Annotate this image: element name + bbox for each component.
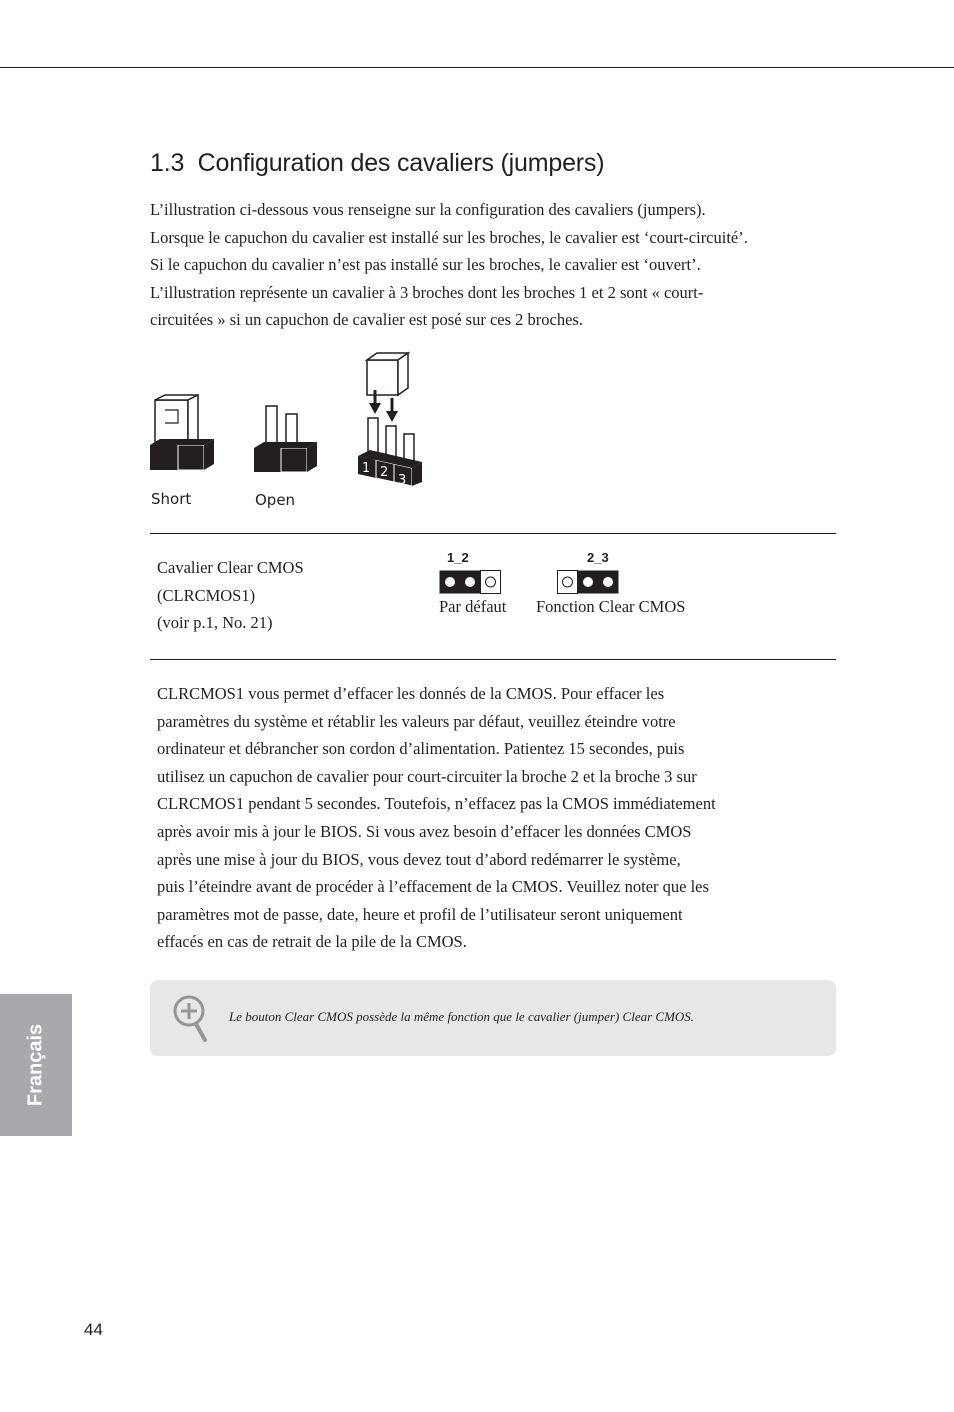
note-box bbox=[150, 980, 836, 1056]
language-tab bbox=[0, 994, 72, 1136]
pin-setting-label-default: 1_2 bbox=[447, 550, 469, 565]
open-label: Open bbox=[255, 491, 296, 509]
table-bottom-rule bbox=[150, 659, 836, 660]
jumper-name-line: Cavalier Clear CMOS bbox=[157, 558, 304, 577]
body-line: paramètres mot de passe, date, heure et profil de l’utilisateur seront uniquement bbox=[157, 904, 683, 924]
section-number: 1.3 bbox=[150, 149, 185, 177]
intro-line: Lorsque le capuchon du cavalier est installé sur les broches, le cavalier est ‘court-circuité’. bbox=[150, 227, 748, 247]
jumper-name bbox=[157, 554, 304, 637]
pins-default-diagram bbox=[439, 570, 501, 594]
clear-cmos-caption: Fonction Clear CMOS bbox=[536, 597, 686, 616]
pins-clear-cmos-diagram bbox=[557, 570, 619, 594]
body-line: après une mise à jour du BIOS, vous devez tout d’abord redémarrer le système, bbox=[157, 849, 681, 869]
pin-number-3: 3 bbox=[398, 473, 407, 488]
pin-setting-label-clear: 2_3 bbox=[587, 550, 609, 565]
default-caption: Par défaut bbox=[439, 597, 507, 616]
open-jumper-figure bbox=[254, 406, 317, 509]
jumper-illustration bbox=[148, 348, 428, 513]
intro-line: Si le capuchon du cavalier n’est pas installé sur les broches, le cavalier est ‘ouvert’. bbox=[150, 255, 701, 275]
section-title-text: Configuration des cavaliers (jumpers) bbox=[197, 149, 605, 177]
language-tab-label: Français bbox=[24, 1023, 47, 1107]
body-line: CLRCMOS1 pendant 5 secondes. Toutefois, n’effacez pas la CMOS immédiatement bbox=[157, 794, 716, 814]
note-text: Le bouton Clear CMOS possède la même fonction que le cavalier (jumper) Clear CMOS. bbox=[229, 1009, 695, 1024]
body-line: après avoir mis à jour le BIOS. Si vous avez besoin d’effacer les données CMOS bbox=[157, 821, 692, 841]
intro-line: L’illustration représente un cavalier à 3 broches dont les broches 1 et 2 sont « court- bbox=[150, 282, 704, 302]
intro-line: L’illustration ci-dessous vous renseigne sur la configuration des cavaliers (jumpers). bbox=[150, 200, 706, 219]
intro-line: circuitées » si un capuchon de cavalier est posé sur ces 2 broches. bbox=[150, 310, 583, 330]
body-line: puis l’éteindre avant de procéder à l’effacement de la CMOS. Veuillez noter que les bbox=[157, 877, 709, 897]
pin-number-2: 2 bbox=[380, 465, 389, 480]
section-title bbox=[150, 146, 604, 180]
magnifier-plus-icon bbox=[172, 994, 212, 1044]
page-number: 44 bbox=[84, 1320, 103, 1339]
jumper-name-line: (CLRCMOS1) bbox=[157, 585, 256, 605]
pin-number-1: 1 bbox=[362, 461, 371, 476]
header-rule bbox=[0, 67, 954, 68]
body-line: utilisez un capuchon de cavalier pour court-circuiter la broche 2 et la broche 3 sur bbox=[157, 766, 697, 786]
short-jumper-figure bbox=[150, 395, 214, 508]
body-line: effacés en cas de retrait de la pile de la CMOS. bbox=[157, 932, 467, 952]
body-paragraph bbox=[157, 680, 797, 956]
jumper-name-line: (voir p.1, No. 21) bbox=[157, 613, 273, 633]
short-label: Short bbox=[151, 490, 192, 508]
body-line: ordinateur et débrancher son cordon d’alimentation. Patientez 15 secondes, puis bbox=[157, 739, 685, 759]
body-line: CLRCMOS1 vous permet d’effacer les donnés de la CMOS. Pour effacer les bbox=[157, 684, 665, 703]
intro-paragraph bbox=[150, 196, 800, 334]
three-pin-jumper-figure bbox=[358, 353, 422, 488]
table-top-rule bbox=[150, 533, 836, 534]
body-line: paramètres du système et rétablir les valeurs par défaut, veuillez éteindre votre bbox=[157, 711, 676, 731]
